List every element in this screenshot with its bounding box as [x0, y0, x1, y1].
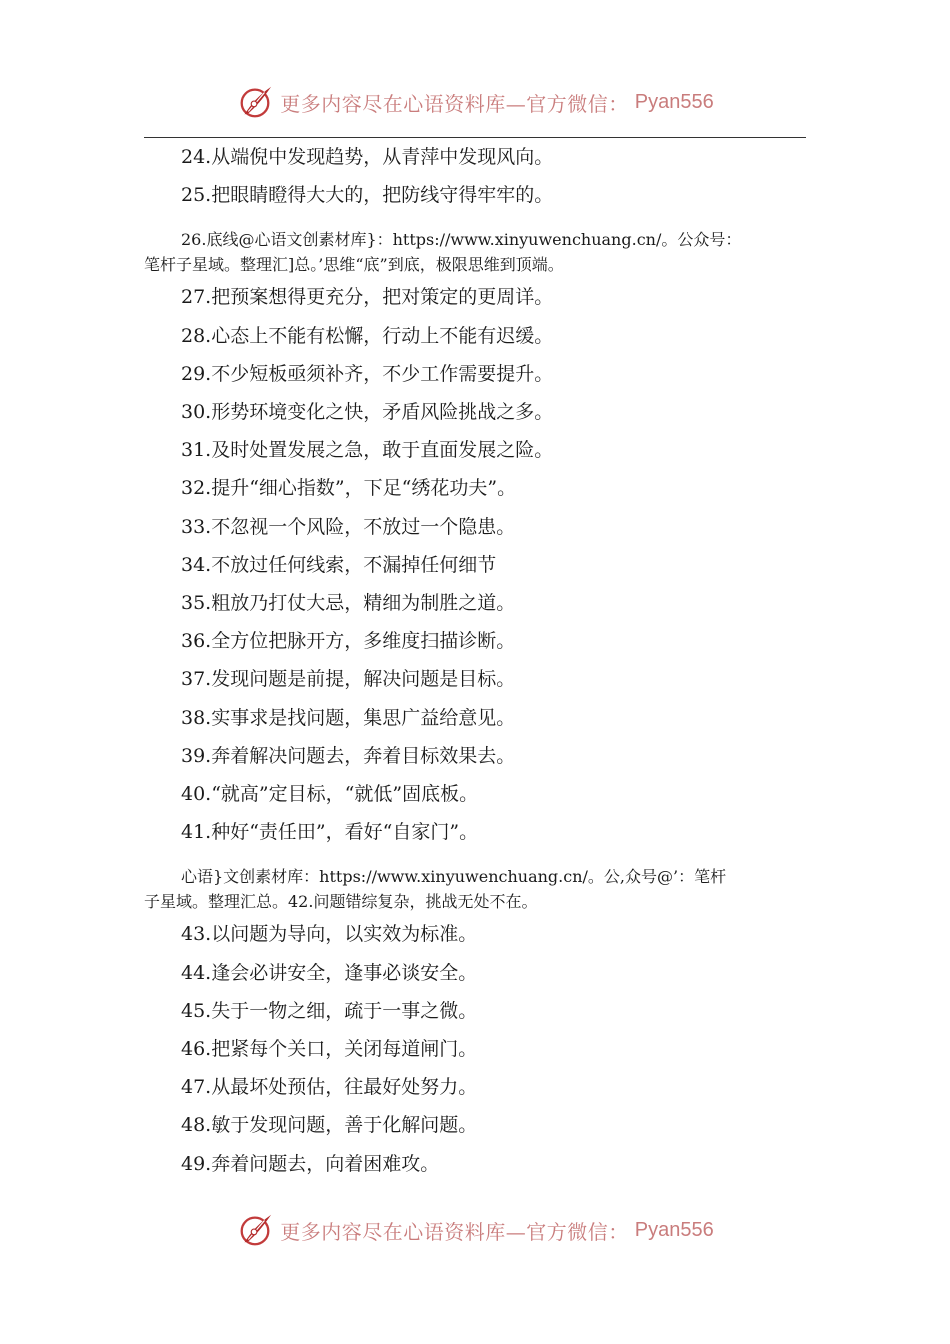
list-item: 47.从最坏处预估，往最好处努力。	[181, 1076, 478, 1099]
list-item: 28.心态上不能有松懈，行动上不能有迟缓。	[181, 324, 554, 347]
list-item: 25.把眼睛瞪得大大的，把防线守得牢牢的。	[181, 184, 554, 207]
banner-wechat-id: Pyan556	[634, 90, 714, 113]
list-item: 37.发现问题是前提，解决问题是目标。	[181, 668, 516, 691]
list-item: 39.奔着解决问题去，奔着目标效果去。	[181, 744, 516, 767]
paragraph-line: 26.底线@心语文创素材库}：https://www.xinyuwenchuang.cn/。公众号：	[181, 230, 742, 250]
paragraph-line: 笔杆子星域。整理汇]总。’思维“底”到底，极限思维到顶端。	[144, 255, 564, 275]
document-body	[144, 138, 806, 1183]
list-item: 35.粗放乃打仗大忌，精细为制胜之道。	[181, 592, 516, 615]
list-item: 43.以问题为导向，以实效为标准。	[181, 923, 478, 946]
footer-banner	[0, 1208, 950, 1252]
list-item: 31.及时处置发展之急，敢于直面发展之险。	[181, 439, 554, 462]
quill-pen-logo-icon	[236, 1211, 274, 1249]
banner-wechat-id: Pyan556	[634, 1218, 714, 1241]
list-item: 45.失于一物之细，疏于一事之微。	[181, 999, 478, 1022]
list-item: 48.敏于发现问题，善于化解问题。	[181, 1114, 478, 1137]
banner-text: 更多内容尽在心语资料库—官方微信：	[280, 1219, 629, 1244]
list-item: 32.提升“细心指数”，下足“绣花功夫”。	[181, 477, 517, 500]
list-item: 33.不忽视一个风险，不放过一个隐患。	[181, 515, 516, 538]
list-item: 40.“就高”定目标，“就低”固底板。	[181, 783, 479, 806]
paragraph-line: 心语}文创素材库：https://www.xinyuwenchuang.cn/。公,众号@’：笔杆	[181, 867, 727, 887]
watermark-paragraph	[144, 214, 806, 278]
list-item: 30.形势环境变化之快，矛盾风险挑战之多。	[181, 401, 554, 424]
list-item: 36.全方位把脉开方，多维度扫描诊断。	[181, 630, 516, 653]
list-item: 46.把紧每个关口，关闭每道闸门。	[181, 1038, 478, 1061]
header-banner	[0, 80, 950, 124]
list-item: 27.把预案想得更充分，把对策定的更周详。	[181, 286, 554, 309]
list-item: 38.实事求是找问题，集思广益给意见。	[181, 706, 516, 729]
list-item: 29.不少短板亟须补齐，不少工作需要提升。	[181, 362, 554, 385]
list-item: 24.从端倪中发现趋势，从青萍中发现风向。	[181, 146, 554, 168]
list-item: 34.不放过任何线索，不漏掉任何细节	[181, 553, 497, 576]
quill-pen-logo-icon	[236, 83, 274, 121]
list-item: 41.种好“责任田”，看好“自家门”。	[181, 821, 479, 844]
list-item: 44.逢会必讲安全，逢事必谈安全。	[181, 961, 478, 984]
banner-text: 更多内容尽在心语资料库—官方微信：	[280, 91, 629, 116]
list-item: 49.奔着问题去，向着困难攻。	[181, 1152, 440, 1175]
watermark-paragraph	[144, 851, 806, 915]
paragraph-line: 子星域。整理汇总。42.问题错综复杂，挑战无处不在。	[144, 892, 538, 912]
